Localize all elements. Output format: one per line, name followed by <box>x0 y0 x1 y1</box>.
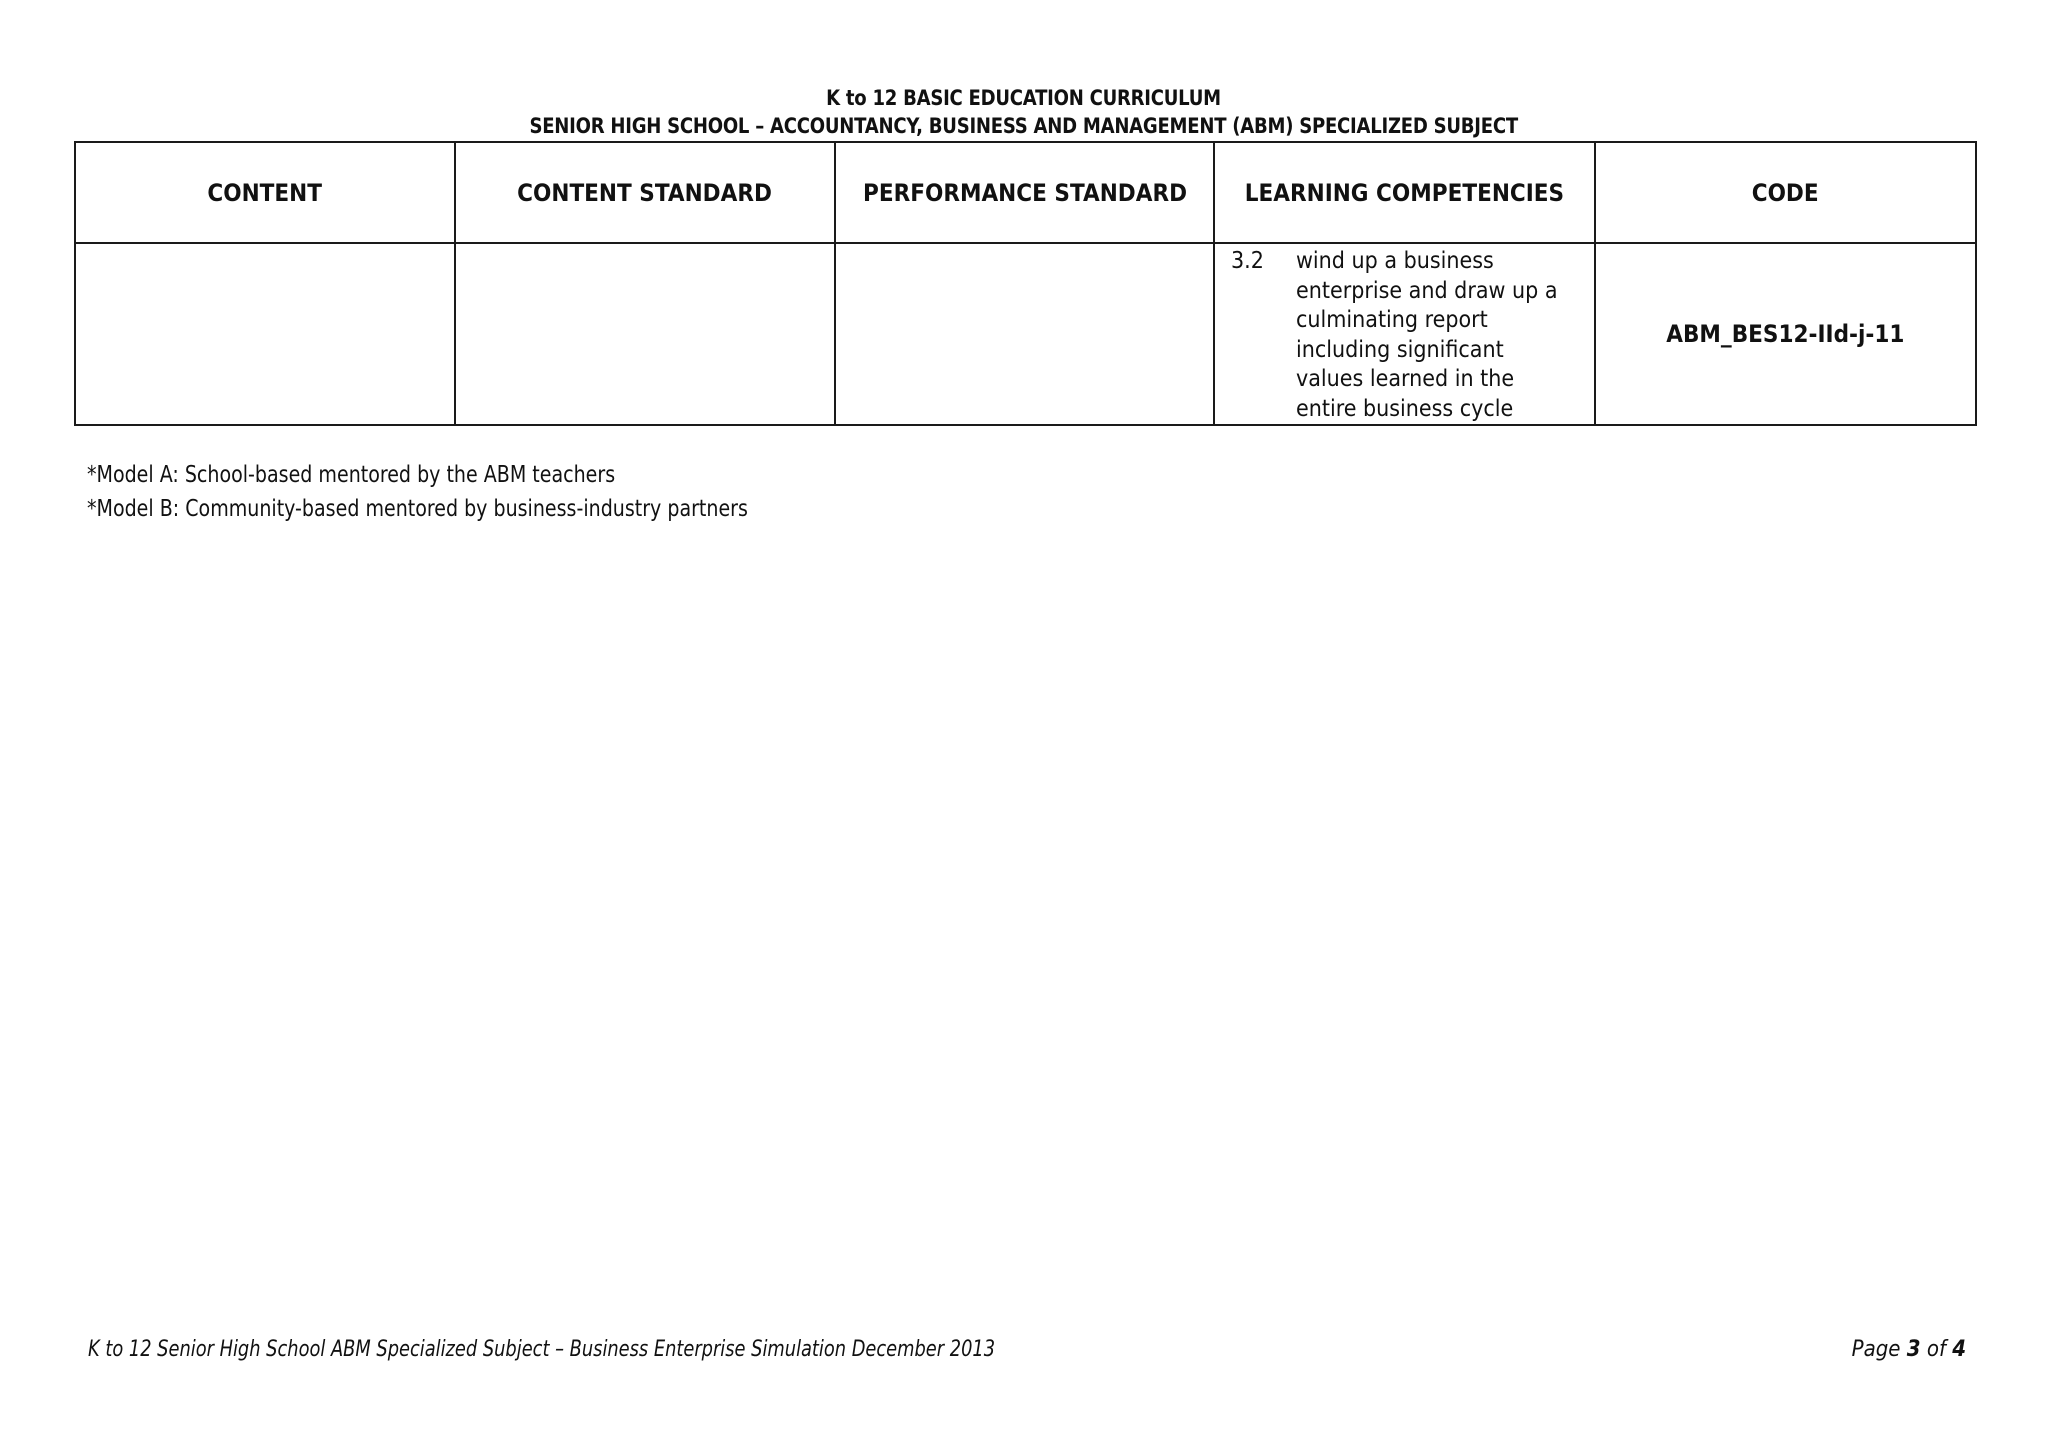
page-current: 3 <box>1906 1337 1921 1362</box>
competency-line: enterprise and draw up a <box>1296 277 1558 304</box>
cell-code <box>1595 243 1976 425</box>
footnote-model-a: *Model A: School-based mentored by the ABM teachers <box>87 462 616 488</box>
title-line-1: K to 12 BASIC EDUCATION CURRICULUM <box>826 86 1222 110</box>
competency-text <box>1296 247 1594 424</box>
curriculum-table <box>74 141 1977 426</box>
competency-line: wind up a business <box>1296 248 1494 274</box>
competency-line: including significant <box>1296 336 1504 363</box>
competency-code: ABM_BES12-IId-j-11 <box>1666 320 1905 348</box>
page-label: Page <box>1851 1337 1901 1362</box>
cell-performance-standard <box>835 243 1214 425</box>
footnote-model-b: *Model B: Community-based mentored by business-industry partners <box>87 496 748 522</box>
cell-content <box>75 243 455 425</box>
column-header-code: CODE <box>1595 142 1976 243</box>
competency-item <box>1215 244 1594 424</box>
competency-number: 3.2 <box>1231 248 1264 274</box>
column-header-learning-competencies: LEARNING COMPETENCIES <box>1214 142 1595 243</box>
document-title <box>0 86 2048 110</box>
column-header-performance-standard: PERFORMANCE STANDARD <box>835 142 1214 243</box>
footer-document-info: K to 12 Senior High School ABM Specialized Subject – Business Enterprise Simulation December 2013 <box>88 1337 996 1362</box>
title-line-2: SENIOR HIGH SCHOOL – ACCOUNTANCY, BUSINESS AND MANAGEMENT (ABM) SPECIALIZED SUBJECT <box>529 114 1519 138</box>
table-row <box>75 243 1976 425</box>
page-number <box>1852 1337 1966 1362</box>
table-header-row <box>75 142 1976 243</box>
page-total: 4 <box>1952 1337 1966 1362</box>
competency-line: values learned in the <box>1296 366 1515 392</box>
column-header-content-standard: CONTENT STANDARD <box>455 142 835 243</box>
page-of-label: of <box>1926 1337 1946 1362</box>
competency-line: culminating report <box>1296 307 1488 333</box>
cell-content-standard <box>455 243 835 425</box>
document-subtitle <box>0 114 2048 138</box>
cell-learning-competencies <box>1214 243 1595 425</box>
competency-line: entire business cycle <box>1296 395 1514 422</box>
column-header-content: CONTENT <box>75 142 455 243</box>
footnotes <box>87 458 805 526</box>
